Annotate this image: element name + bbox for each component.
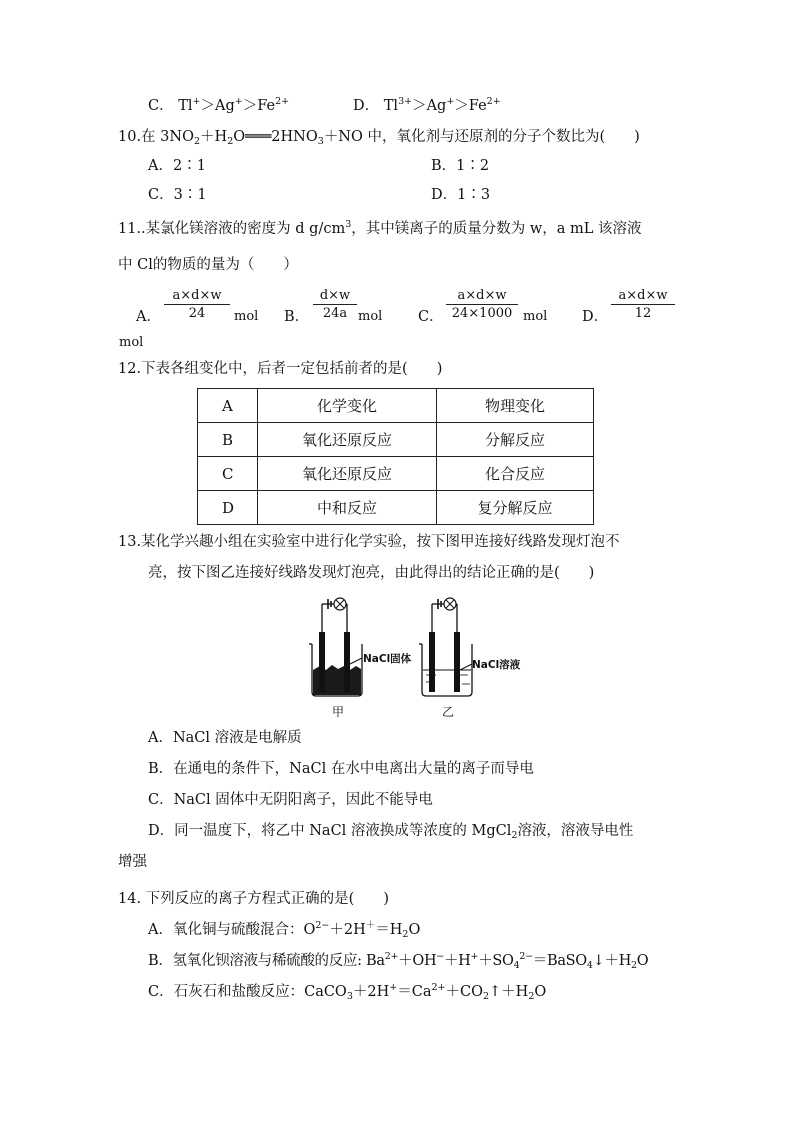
table-cell: C [198,457,258,491]
caption-right: 乙 [442,705,455,719]
fraction-numerator: a×d×w [446,287,518,305]
fraction-denominator: 24×1000 [451,306,513,321]
table-cell: 复分解反应 [437,491,594,525]
q14-stem: 14. 下列反应的离子方程式正确的是( ) [118,891,389,907]
q11-option-b-fraction [313,287,357,323]
fraction-numerator: a×d×w [164,287,230,305]
table-row [198,389,594,423]
q13-option-c: C．NaCl 固体中无阴阳离子，因此不能导电 [148,792,433,808]
q10-option-d: D．1∶3 [431,187,491,203]
table-row [198,457,594,491]
q14-option-c: C．石灰石和盐酸反应：$CaCO_3+2H^+=Ca^{2+}+CO_2↑+H_2O$ [148,982,547,1002]
q14-option-b: B．氢氧化钡溶液与稀硫酸的反应: $Ba^{2+}+OH^-+H^++SO_4^{2-}=BaSO_4↓+H_2O$ [148,951,649,971]
q11-option-a-fraction [164,287,230,323]
q13-stem-line1: 13.某化学兴趣小组在实验室中进行化学实验，按下图甲连接好线路发现灯泡不 [118,534,620,550]
fraction-denominator: 12 [634,306,652,321]
q12-stem: 12.下表各组变化中，后者一定包括前者的是( ) [118,361,443,377]
table-cell: 氧化还原反应 [258,423,437,457]
table-cell: D [198,491,258,525]
label-nacl-solution: NaCl溶液 [472,659,521,671]
q11-option-b-label: B． [284,309,310,325]
q11-option-a-label: A． [136,309,161,325]
fraction-numerator: d×w [313,287,357,305]
q12-table [197,388,594,525]
q11-stem-line1: 11..某氯化镁溶液的密度为 d $g/cm^3$，其中镁离子的质量分数为 w，a mL 该溶液 [118,219,642,237]
fraction-denominator: 24a [322,306,348,321]
q9-option-c: C． $Tl^+>Ag^+>Fe^{2+}$ [148,96,290,114]
fraction-denominator: 24 [188,306,206,321]
q13-option-a: A．NaCl 溶液是电解质 [148,730,302,746]
circuit-right [419,598,472,696]
q13-option-b: B．在通电的条件下，NaCl 在水中电离出大量的离子而导电 [148,761,534,777]
table-row [198,491,594,525]
table-cell: A [198,389,258,423]
q11-option-c-fraction [446,287,518,323]
table-cell: 分解反应 [437,423,594,457]
q13-option-d: D．同一温度下，将乙中 NaCl 溶液换成等浓度的 MgCl$_2$溶液，溶液导电性 [148,823,634,841]
table-cell: 化合反应 [437,457,594,491]
q13-option-d-cont: 增强 [118,854,147,870]
q11-option-d-unit: mol [119,335,144,350]
q10-option-b: B．1∶2 [431,158,490,174]
q11-stem-line2: 中 Cl的物质的量为（ ） [118,257,298,273]
q11-option-d-fraction [611,287,675,323]
table-cell: 物理变化 [437,389,594,423]
fraction-numerator: a×d×w [611,287,675,305]
q10-stem: 10.在 $3NO_2+H_2O═══2HNO_3+NO$ 中，氧化剂与还原剂的分子个数比为( ) [118,129,640,147]
q10-option-a: A．2∶1 [148,158,206,174]
label-nacl-solid: NaCl固体 [363,653,412,665]
q10-option-c: C．3∶1 [148,187,207,203]
table-row [198,423,594,457]
q13-circuit-figure [300,592,540,722]
q14-option-a: A．氧化铜与硫酸混合：$O^{2-}+2H^+=H_2O$ [148,920,421,940]
q11-option-b-unit: mol [358,309,383,324]
q11-option-c-unit: mol [523,309,548,324]
table-cell: 氧化还原反应 [258,457,437,491]
circuit-left [309,598,362,696]
q11-option-a-unit: mol [234,309,259,324]
table-cell: 化学变化 [258,389,437,423]
q13-stem-line2: 亮，按下图乙连接好线路发现灯泡亮，由此得出的结论正确的是( ) [148,565,595,581]
table-cell: 中和反应 [258,491,437,525]
q9-option-d: D． $Tl^{3+}>Ag^+>Fe^{2+}$ [353,96,501,114]
caption-left: 甲 [332,705,345,719]
q11-option-d-label: D． [582,309,609,325]
table-cell: B [198,423,258,457]
q11-option-c-label: C． [418,309,444,325]
